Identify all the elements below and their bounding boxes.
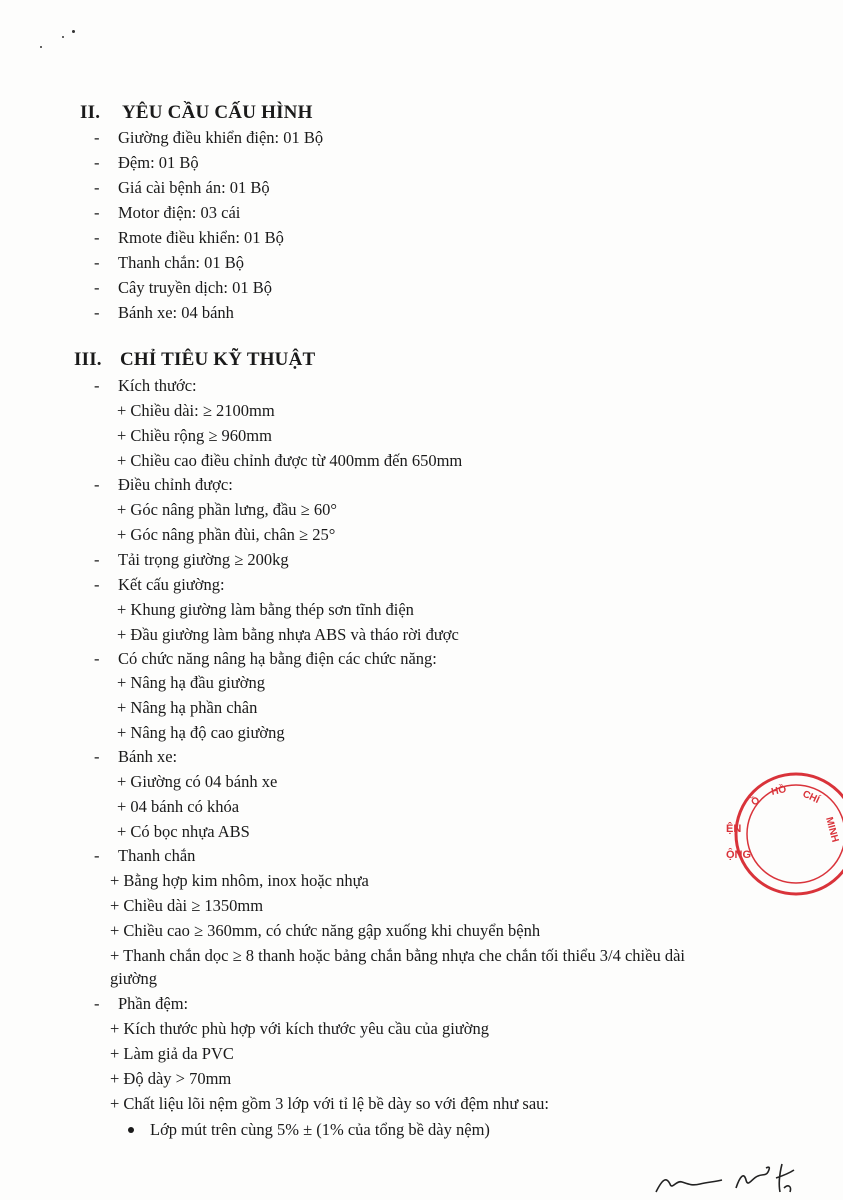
spec-sub-item: + Kích thước phù hợp với kích thước yêu cầu của giường — [110, 1019, 489, 1038]
spec-sub-item: + Chiều dài ≥ 1350mm — [110, 896, 264, 915]
handwritten-initials — [652, 1158, 802, 1198]
spec-sub-item: + Nâng hạ độ cao giường — [117, 723, 285, 742]
section-3-title: CHỈ TIÊU KỸ THUẬT — [120, 349, 316, 370]
spec-sub-item: + Nâng hạ phần chân — [117, 698, 258, 717]
svg-text:HỒ: HỒ — [770, 784, 788, 798]
spec-sub-item: + Làm giả da PVC — [110, 1044, 234, 1063]
spec-sub-item: + Chiều dài: ≥ 2100mm — [117, 401, 275, 420]
spec-sub-item: + Góc nâng phần đùi, chân ≥ 25° — [117, 525, 336, 544]
spec-sub-item: + Chiều rộng ≥ 960mm — [117, 426, 272, 445]
spec-sub-item: + Có bọc nhựa ABS — [117, 822, 250, 841]
red-seal-stamp — [716, 768, 843, 900]
svg-text:CHÍ: CHÍ — [800, 788, 822, 807]
spec-sub-item: + Thanh chắn dọc ≥ 8 thanh hoặc bảng chắn bằng nhựa che chắn tối thiểu 3/4 chiều dài — [110, 946, 685, 965]
section-2-number: II. — [80, 102, 101, 123]
svg-text:Ồ: Ồ — [749, 794, 763, 809]
spec-sub-item: + Góc nâng phần lưng, đầu ≥ 60° — [117, 500, 337, 519]
svg-text:ỆN: ỆN — [726, 823, 742, 835]
spec-sub-item: + Khung giường làm bằng thép sơn tĩnh điện — [117, 600, 414, 619]
spec-sub-item: + Bằng hợp kim nhôm, inox hoặc nhựa — [110, 871, 369, 890]
spec-sub-item: + Giường có 04 bánh xe — [117, 772, 278, 791]
section-2-title: YÊU CẦU CẤU HÌNH — [122, 102, 313, 123]
svg-text:MINH: MINH — [823, 815, 841, 844]
spec-sub-item: + Độ dày > 70mm — [110, 1069, 232, 1088]
spec-sub-item: + 04 bánh có khóa — [117, 797, 240, 816]
spec-sub-item: + Đầu giường làm bằng nhựa ABS và tháo rời được — [117, 625, 459, 644]
document-page: II. YÊU CẦU CẤU HÌNH - Giường điều khiển điện: 01 Bộ - Đệm: 01 Bộ - Giá cài bệnh án: 01 Bộ - Motor điện: 03 cái - Rmote điều khiển: 01 Bộ - Thanh chắn: 01 Bộ - Cây truyền dịch: 01 Bộ - Bánh xe: 04 bánh III. CHỈ TIÊU KỸ THUẬT - Kích thước: + Chiều dài: ≥ 2100mm + Chiều rộng ≥ 960mm + Chiều cao điều chỉnh được từ 400mm đến 650mm - Điều chỉnh được: + Góc nâng phần lưng, đầu ≥ 60° + Góc nâng phần đùi, chân ≥ 25° - Tải trọng giường ≥ 200kg - Kết cấu giường: + Khung giường làm bằng thép sơn tĩnh điện + Đầu giường làm bằng nhựa ABS và tháo rời được - Có chức năng nâng hạ bằng điện các chức năng: + Nâng hạ đầu giường + Nâng hạ phần chân + Nâng hạ độ cao giường - Bánh xe: + Giường có 04 bánh xe + 04 bánh có khóa + Có bọc nhựa ABS - Thanh chắn + Bằng hợp kim nhôm, inox hoặc nhựa + Chiều dài ≥ 1350mm + Chiều cao ≥ 360mm, có chức năng gập xuống khi chuyển bệnh + Thanh chắn dọc ≥ 8 thanh hoặc bảng chắn bằng nhựa che chắn tối thiểu 3/4 chiều dài giường - Phần đệm: + Kích thước phù hợp với kích thước yêu cầu của giường + Làm giả da PVC + Độ dày > 70mm + Chất liệu lõi nệm gồm 3 lớp với tỉ lệ bề dày so với đệm như sau: Lớp mút trên cùng 5% ± (1% của tổng bề dày nệm) Ồ HỒ CHÍ MINH ỆN ỘNG — [0, 0, 843, 1200]
svg-text:ỘNG: ỘNG — [726, 849, 752, 861]
bullet-dot-icon — [128, 1127, 134, 1133]
section-3-number: III. — [74, 349, 102, 370]
spec-sub-item: + Chiều cao ≥ 360mm, có chức năng gập xuống khi chuyển bệnh — [110, 921, 541, 940]
spec-sub-item-continuation: giường — [110, 969, 158, 988]
spec-sub-item: + Chất liệu lõi nệm gồm 3 lớp với tỉ lệ bề dày so với đệm như sau: — [110, 1094, 549, 1113]
spec-sub-item: + Nâng hạ đầu giường — [117, 673, 265, 692]
spec-sub-item: + Chiều cao điều chỉnh được từ 400mm đến 650mm — [117, 451, 463, 470]
